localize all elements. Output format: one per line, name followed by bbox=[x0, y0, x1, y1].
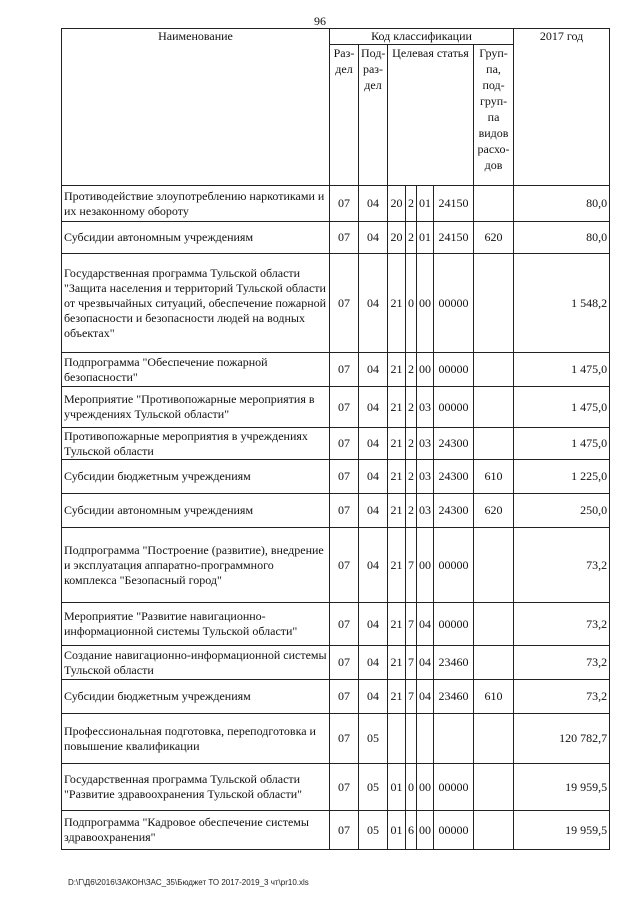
row-name: Противодействие злоупотреблению наркотиками и их незаконному обороту bbox=[62, 186, 330, 222]
header-group: Груп- па, под- груп- па видов расхо- дов bbox=[474, 45, 514, 186]
row-target-direction: 24300 bbox=[434, 460, 474, 494]
row-podrazdel: 04 bbox=[359, 646, 388, 680]
row-target-event: 00 bbox=[417, 811, 434, 850]
row-target-subprogram: 7 bbox=[406, 603, 417, 646]
row-target-subprogram: 2 bbox=[406, 428, 417, 460]
row-target-program: 21 bbox=[388, 254, 406, 353]
row-expense-group bbox=[474, 387, 514, 428]
row-podrazdel: 05 bbox=[359, 764, 388, 811]
row-razdel: 07 bbox=[330, 428, 359, 460]
row-razdel: 07 bbox=[330, 646, 359, 680]
row-podrazdel: 04 bbox=[359, 254, 388, 353]
row-razdel: 07 bbox=[330, 714, 359, 764]
row-razdel: 07 bbox=[330, 387, 359, 428]
table-row bbox=[62, 494, 610, 528]
row-name: Субсидии бюджетным учреждениям bbox=[62, 460, 330, 494]
row-expense-group bbox=[474, 528, 514, 603]
row-expense-group bbox=[474, 764, 514, 811]
row-name: Субсидии автономным учреждениям bbox=[62, 222, 330, 254]
row-target-event: 04 bbox=[417, 680, 434, 714]
row-razdel: 07 bbox=[330, 494, 359, 528]
table-row bbox=[62, 186, 610, 222]
row-target-subprogram: 7 bbox=[406, 680, 417, 714]
row-target-program: 01 bbox=[388, 764, 406, 811]
row-podrazdel: 04 bbox=[359, 222, 388, 254]
row-amount: 80,0 bbox=[514, 222, 610, 254]
row-name: Мероприятие "Развитие навигационно-информационной системы Тульской области" bbox=[62, 603, 330, 646]
row-name: Создание навигационно-информационной системы Тульской области bbox=[62, 646, 330, 680]
row-name: Подпрограмма "Обеспечение пожарной безопасности" bbox=[62, 353, 330, 387]
row-razdel: 07 bbox=[330, 222, 359, 254]
row-target-subprogram: 6 bbox=[406, 811, 417, 850]
row-podrazdel: 05 bbox=[359, 811, 388, 850]
row-target-event: 01 bbox=[417, 222, 434, 254]
row-amount: 1 225,0 bbox=[514, 460, 610, 494]
row-target-subprogram: 2 bbox=[406, 387, 417, 428]
row-razdel: 07 bbox=[330, 764, 359, 811]
row-target-direction: 00000 bbox=[434, 603, 474, 646]
row-razdel: 07 bbox=[330, 460, 359, 494]
table-row bbox=[62, 646, 610, 680]
row-target-direction bbox=[434, 714, 474, 764]
row-target-direction: 24300 bbox=[434, 428, 474, 460]
header-year: 2017 год bbox=[514, 29, 610, 186]
row-amount: 19 959,5 bbox=[514, 764, 610, 811]
budget-table bbox=[61, 28, 610, 850]
header-target: Целевая статья bbox=[388, 45, 474, 186]
file-path-footer: D:\Г\Д6\2016\ЗАКОН\ЗАС_35\Бюджет ТО 2017-2019_3 чт\pr10.xls bbox=[68, 878, 309, 887]
table-row bbox=[62, 428, 610, 460]
row-expense-group bbox=[474, 428, 514, 460]
row-name: Субсидии автономным учреждениям bbox=[62, 494, 330, 528]
row-target-direction: 00000 bbox=[434, 353, 474, 387]
row-amount: 73,2 bbox=[514, 528, 610, 603]
row-target-program: 01 bbox=[388, 811, 406, 850]
row-target-direction: 23460 bbox=[434, 680, 474, 714]
row-expense-group: 610 bbox=[474, 460, 514, 494]
row-target-subprogram: 2 bbox=[406, 222, 417, 254]
table-row bbox=[62, 603, 610, 646]
table-row bbox=[62, 353, 610, 387]
row-expense-group bbox=[474, 603, 514, 646]
row-target-event: 03 bbox=[417, 428, 434, 460]
row-amount: 73,2 bbox=[514, 646, 610, 680]
row-target-subprogram: 2 bbox=[406, 186, 417, 222]
row-target-direction: 00000 bbox=[434, 387, 474, 428]
row-target-subprogram: 0 bbox=[406, 254, 417, 353]
row-razdel: 07 bbox=[330, 603, 359, 646]
row-target-subprogram: 0 bbox=[406, 764, 417, 811]
row-podrazdel: 05 bbox=[359, 714, 388, 764]
table-row bbox=[62, 387, 610, 428]
row-name: Противопожарные мероприятия в учреждениях Тульской области bbox=[62, 428, 330, 460]
row-target-program: 21 bbox=[388, 353, 406, 387]
row-target-event: 03 bbox=[417, 387, 434, 428]
row-target-event: 00 bbox=[417, 353, 434, 387]
header-podrazdel: Под- раз- дел bbox=[359, 45, 388, 186]
row-amount: 73,2 bbox=[514, 680, 610, 714]
row-name: Государственная программа Тульской области "Развитие здравоохранения Тульской области" bbox=[62, 764, 330, 811]
table-row bbox=[62, 714, 610, 764]
row-target-direction: 00000 bbox=[434, 254, 474, 353]
row-target-direction: 00000 bbox=[434, 764, 474, 811]
row-target-program: 21 bbox=[388, 603, 406, 646]
row-target-program bbox=[388, 714, 406, 764]
row-target-subprogram: 7 bbox=[406, 646, 417, 680]
row-expense-group bbox=[474, 254, 514, 353]
row-target-subprogram: 2 bbox=[406, 494, 417, 528]
row-target-subprogram: 7 bbox=[406, 528, 417, 603]
row-amount: 1 475,0 bbox=[514, 387, 610, 428]
row-podrazdel: 04 bbox=[359, 387, 388, 428]
row-name: Государственная программа Тульской области "Защита населения и территорий Тульской области от чрезвычайных ситуаций, обеспечение пожарной безопасности и безопасности людей на водных объектах" bbox=[62, 254, 330, 353]
row-target-event bbox=[417, 714, 434, 764]
row-name: Мероприятие "Противопожарные мероприятия в учреждениях Тульской области" bbox=[62, 387, 330, 428]
row-target-subprogram: 2 bbox=[406, 460, 417, 494]
row-target-direction: 24150 bbox=[434, 186, 474, 222]
row-name: Профессиональная подготовка, переподготовка и повышение квалификации bbox=[62, 714, 330, 764]
row-podrazdel: 04 bbox=[359, 603, 388, 646]
row-amount: 1 548,2 bbox=[514, 254, 610, 353]
row-target-program: 21 bbox=[388, 646, 406, 680]
row-target-event: 04 bbox=[417, 646, 434, 680]
row-amount: 120 782,7 bbox=[514, 714, 610, 764]
row-target-event: 03 bbox=[417, 494, 434, 528]
row-expense-group: 620 bbox=[474, 222, 514, 254]
row-amount: 1 475,0 bbox=[514, 353, 610, 387]
row-expense-group bbox=[474, 714, 514, 764]
row-podrazdel: 04 bbox=[359, 460, 388, 494]
row-expense-group: 610 bbox=[474, 680, 514, 714]
row-podrazdel: 04 bbox=[359, 353, 388, 387]
row-podrazdel: 04 bbox=[359, 680, 388, 714]
row-razdel: 07 bbox=[330, 528, 359, 603]
row-target-event: 04 bbox=[417, 603, 434, 646]
row-expense-group: 620 bbox=[474, 494, 514, 528]
row-razdel: 07 bbox=[330, 186, 359, 222]
row-target-direction: 23460 bbox=[434, 646, 474, 680]
row-name: Подпрограмма "Построение (развитие), внедрение и эксплуатация аппаратно-программного комплекса "Безопасный город" bbox=[62, 528, 330, 603]
row-amount: 1 475,0 bbox=[514, 428, 610, 460]
row-expense-group bbox=[474, 646, 514, 680]
row-podrazdel: 04 bbox=[359, 428, 388, 460]
row-amount: 250,0 bbox=[514, 494, 610, 528]
row-target-program: 21 bbox=[388, 528, 406, 603]
table-row bbox=[62, 254, 610, 353]
row-target-event: 03 bbox=[417, 460, 434, 494]
row-name: Субсидии бюджетным учреждениям bbox=[62, 680, 330, 714]
row-target-event: 01 bbox=[417, 186, 434, 222]
row-amount: 80,0 bbox=[514, 186, 610, 222]
table-row bbox=[62, 528, 610, 603]
row-target-direction: 24150 bbox=[434, 222, 474, 254]
row-target-subprogram bbox=[406, 714, 417, 764]
row-target-event: 00 bbox=[417, 254, 434, 353]
row-target-program: 20 bbox=[388, 222, 406, 254]
row-target-program: 21 bbox=[388, 460, 406, 494]
header-code-group: Код классификации bbox=[330, 29, 514, 45]
table-row bbox=[62, 460, 610, 494]
row-target-event: 00 bbox=[417, 528, 434, 603]
row-name: Подпрограмма "Кадровое обеспечение системы здравоохранения" bbox=[62, 811, 330, 850]
row-amount: 73,2 bbox=[514, 603, 610, 646]
table-row bbox=[62, 680, 610, 714]
row-target-event: 00 bbox=[417, 764, 434, 811]
row-target-program: 21 bbox=[388, 680, 406, 714]
row-expense-group bbox=[474, 353, 514, 387]
header-name: Наименование bbox=[62, 29, 330, 186]
row-amount: 19 959,5 bbox=[514, 811, 610, 850]
row-target-subprogram: 2 bbox=[406, 353, 417, 387]
row-razdel: 07 bbox=[330, 680, 359, 714]
header-razdel: Раз- дел bbox=[330, 45, 359, 186]
table-row bbox=[62, 764, 610, 811]
row-target-direction: 00000 bbox=[434, 811, 474, 850]
row-podrazdel: 04 bbox=[359, 494, 388, 528]
row-expense-group bbox=[474, 186, 514, 222]
row-target-program: 21 bbox=[388, 387, 406, 428]
row-razdel: 07 bbox=[330, 811, 359, 850]
table-row bbox=[62, 811, 610, 850]
row-target-program: 20 bbox=[388, 186, 406, 222]
row-razdel: 07 bbox=[330, 353, 359, 387]
row-expense-group bbox=[474, 811, 514, 850]
row-podrazdel: 04 bbox=[359, 186, 388, 222]
row-target-direction: 24300 bbox=[434, 494, 474, 528]
page-number: 96 bbox=[314, 14, 326, 28]
row-target-program: 21 bbox=[388, 494, 406, 528]
row-target-program: 21 bbox=[388, 428, 406, 460]
row-target-direction: 00000 bbox=[434, 528, 474, 603]
row-razdel: 07 bbox=[330, 254, 359, 353]
row-podrazdel: 04 bbox=[359, 528, 388, 603]
table-row bbox=[62, 222, 610, 254]
